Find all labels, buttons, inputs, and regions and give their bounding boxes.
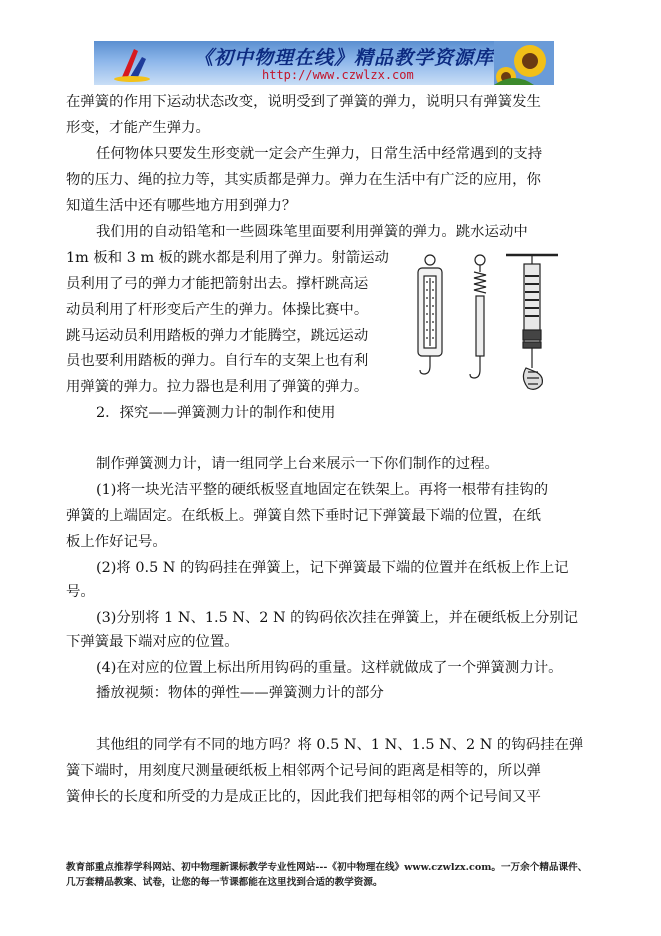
- body-line: 播放视频：物体的弹性——弹簧测力计的部分: [96, 685, 384, 701]
- flat-spring-scale: [418, 255, 442, 374]
- body-line: 员也要利用踏板的弹力。自行车的支架上也有利: [66, 353, 369, 369]
- body-line: 跳马运动员利用踏板的弹力才能腾空，跳远运动: [66, 328, 369, 344]
- body-line: 我们用的自动铅笔和一些圆珠笔里面要利用弹簧的弹力。跳水运动中: [96, 224, 528, 240]
- banner-title: 《初中物理在线》精品教学资源库: [194, 47, 495, 69]
- section-heading: 2．探究——弹簧测力计的制作和使用: [96, 405, 336, 421]
- body-line: 其他组的同学有不同的地方吗？将 0.5 N、1 N、1.5 N、2 N 的钩码挂在弹: [96, 737, 584, 753]
- body-line: 动员利用了杆形变后产生的弹力。体操比赛中。: [66, 302, 369, 318]
- body-line: 弹簧的上端固定。在纸板上。弹簧自然下垂时记下弹簧最下端的位置，在纸: [66, 508, 541, 524]
- body-line: (1)将一块光洁平整的硬纸板竖直地固定在铁架上。再将一根带有挂钩的: [96, 482, 549, 498]
- body-line: 物的压力、绳的拉力等，其实质都是弹力。弹力在生活中有广泛的应用，你: [66, 172, 541, 188]
- body-line: (3)分别将 1 N、1.5 N、2 N 的钩码依次挂在弹簧上，并在硬纸板上分别记: [96, 610, 578, 626]
- body-line: (2)将 0.5 N 的钩码挂在弹簧上，记下弹簧最下端的位置并在纸板上作上记: [96, 560, 569, 576]
- site-logo-icon: [112, 45, 156, 83]
- body-line: 在弹簧的作用下运动状态改变，说明受到了弹簧的弹力，说明只有弹簧发生: [66, 94, 541, 110]
- hanging-spring-demo: [506, 255, 558, 389]
- body-line: 知道生活中还有哪些地方用到弹力？: [66, 198, 297, 214]
- body-line: 制作弹簧测力计，请一组同学上台来展示一下你们制作的过程。: [96, 456, 499, 472]
- banner-url: http://www.czwlzx.com: [262, 68, 414, 82]
- footer-line-1: 教育部重点推荐学科网站、初中物理新课标教学专业性网站---《初中物理在线》www.czwlzx.com。一万余个精品课件、: [66, 862, 588, 873]
- header-banner: [94, 41, 554, 85]
- body-line: 下弹簧最下端对应的位置。: [66, 634, 239, 650]
- tube-spring-scale: [470, 255, 486, 378]
- body-line: 1m 板和 3 m 板的跳水都是利用了弹力。射箭运动: [66, 250, 389, 266]
- body-line: 任何物体只要发生形变就一定会产生弹力，日常生活中经常遇到的支持: [96, 146, 543, 162]
- body-line: 板上作好记号。: [66, 534, 167, 550]
- body-line: 员利用了弓的弹力才能把箭射出去。撑杆跳高运: [66, 276, 369, 292]
- footer-line-2: 几万套精品教案、试卷，让您的每一节课都能在这里找到合适的教学资源。: [66, 877, 383, 888]
- body-line: 形变，才能产生弹力。: [66, 120, 210, 136]
- sunflower-icon: [494, 41, 554, 85]
- body-line: 簧下端时，用刻度尺测量硬纸板上相邻两个记号间的距离是相等的，所以弹: [66, 763, 541, 779]
- spring-scales-illustration: [408, 252, 568, 397]
- body-line: 用弹簧的弹力。拉力器也是利用了弹簧的弹力。: [66, 379, 369, 395]
- body-line: 簧伸长的长度和所受的力是成正比的，因此我们把每相邻的两个记号间又平: [66, 789, 541, 805]
- body-line: (4)在对应的位置上标出所用钩码的重量。这样就做成了一个弹簧测力计。: [96, 660, 563, 676]
- page-footer: [66, 860, 606, 890]
- body-line: 号。: [66, 584, 95, 600]
